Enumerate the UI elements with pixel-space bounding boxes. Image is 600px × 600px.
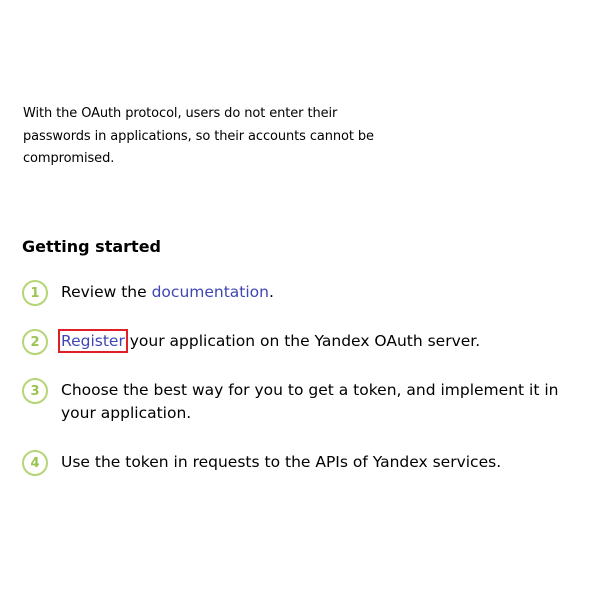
step-text: Choose the best way for you to get a token, and implement it in your application. xyxy=(61,381,559,422)
step-text xyxy=(61,330,581,353)
intro-paragraph xyxy=(23,103,383,171)
step-number-badge: 3 xyxy=(22,378,48,404)
intro-text: With the OAuth protocol, users do not enter their passwords in applications, so their accounts cannot be compromised. xyxy=(23,106,374,166)
step-number-badge: 2 xyxy=(22,329,48,355)
step-text-after: your application on the Yandex OAuth server. xyxy=(124,332,481,350)
step-text xyxy=(61,281,581,304)
getting-started-heading: Getting started xyxy=(22,237,161,256)
step-2 xyxy=(22,330,581,355)
documentation-link[interactable]: documentation xyxy=(151,283,269,301)
step-text-after: . xyxy=(269,283,274,301)
step-number-badge: 4 xyxy=(22,450,48,476)
step-text-before: Review the xyxy=(61,283,152,301)
step-number-badge: 1 xyxy=(22,280,48,306)
step-text: Use the token in requests to the APIs of Yandex services. xyxy=(61,453,502,471)
register-link[interactable]: Register xyxy=(61,332,125,350)
step-4 xyxy=(22,451,581,476)
step-3 xyxy=(22,379,591,425)
step-1 xyxy=(22,281,581,306)
